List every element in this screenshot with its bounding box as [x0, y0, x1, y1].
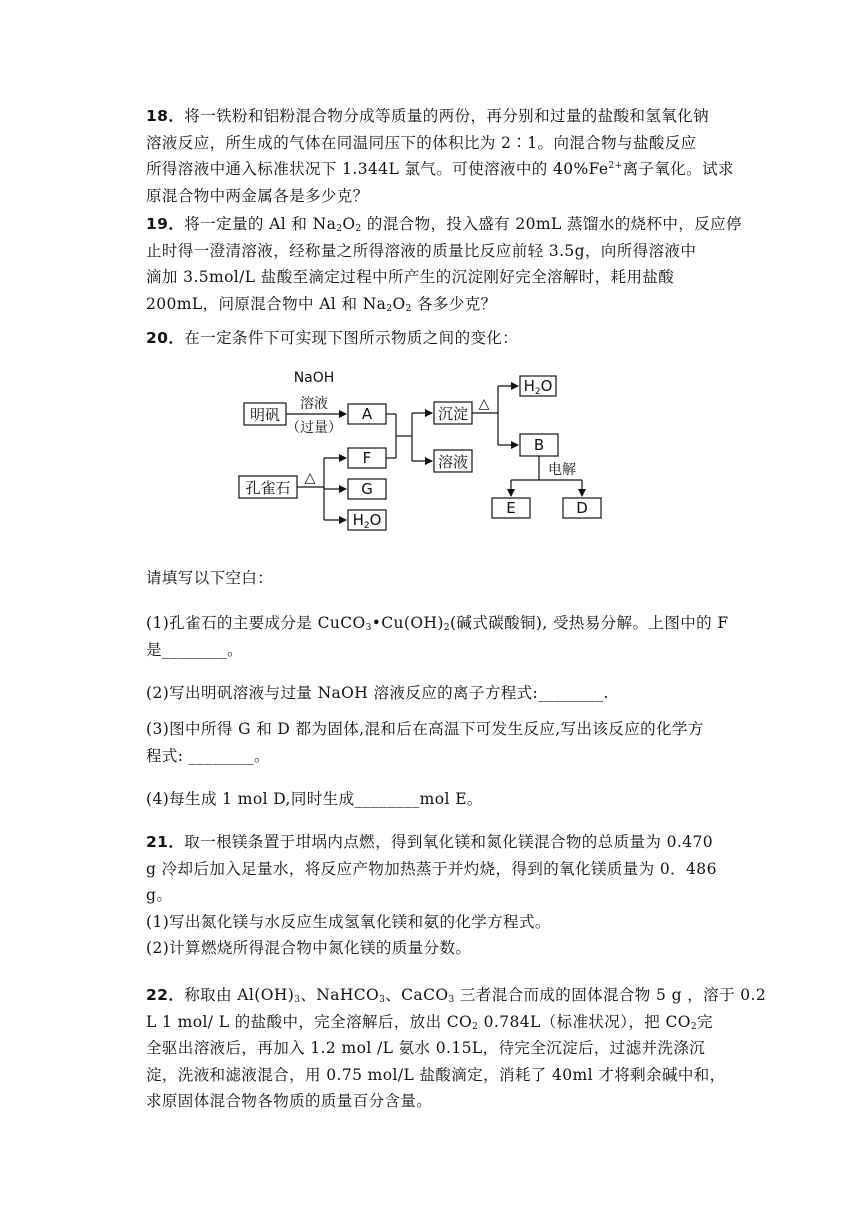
text-fragment: 完	[697, 1012, 713, 1031]
text-line: 程式: ________。	[146, 746, 270, 765]
text-fragment: O	[392, 294, 406, 313]
question-22	[146, 982, 767, 1115]
text-line: g 冷却后加入足量水，将反应产物加热蒸于并灼烧，得到的氧化镁质量为 0．486	[146, 859, 717, 878]
question-number: 19．	[146, 215, 185, 233]
text-fragment: 离子氧化。试求	[622, 160, 734, 178]
heat-symbol-malachite: △	[304, 470, 316, 486]
text-line: 止时得一澄清溶液，经称量之所得溶液的质量比反应前轻 3.5g，向所得溶液中	[146, 241, 697, 260]
question-number: 20．	[146, 329, 185, 347]
text-fragment: O	[342, 215, 356, 233]
text-fragment: •Cu(OH)	[371, 614, 444, 632]
excess-label: （过量）	[286, 420, 342, 436]
text-fragment: 将一定量的 Al 和 Na	[184, 215, 337, 233]
question-20-part-1	[146, 610, 746, 663]
text-line: (3)图中所得 G 和 D 都为固体,混和后在高温下可发生反应,写出该反应的化学方	[146, 720, 704, 738]
text-fragment: 称取由 Al(OH)	[184, 986, 295, 1004]
label-water-lower: $H_2O$	[352, 511, 382, 531]
text-line: 将一铁粉和铝粉混合物分成等质量的两份，再分别和过量的盐酸和氢氧化钠	[184, 107, 709, 125]
reaction-flow-diagram	[236, 368, 616, 538]
question-19	[146, 211, 746, 317]
label-g: G	[361, 480, 373, 498]
question-number: 18．	[146, 107, 185, 125]
naoh-label: NaOH	[293, 370, 335, 386]
fill-prompt	[146, 565, 746, 592]
text-line: (4)每生成 1 mol D,同时生成________mol E。	[146, 790, 483, 808]
label-b: B	[533, 436, 545, 454]
label-water-upper: $H_2O$	[523, 377, 553, 397]
text-line: 淀，洗液和滤液混合，用 0.75 mol/L 盐酸滴定，消耗了 40ml 才将剩余碱中和，	[146, 1065, 726, 1084]
label-d: D	[576, 499, 588, 517]
solution-box-label: 溶液	[437, 453, 469, 471]
text-fragment: 、CaCO	[385, 986, 449, 1004]
text-fragment: 所得溶液中通入标准状况下 1.344L 氯气。可使溶液中的 40%Fe	[146, 160, 609, 178]
precipitate-label: 沉淀	[437, 405, 469, 423]
text-line: (2)写出明矾溶液与过量 NaOH 溶液反应的离子方程式:________.	[146, 684, 609, 702]
subscript: 2	[690, 1021, 697, 1032]
text-fragment: 各多少克？	[411, 294, 497, 313]
text-line: 取一根镁条置于坩埚内点燃，得到氧化镁和氮化镁混合物的总质量为 0.470	[184, 833, 713, 851]
solution-label: 溶液	[300, 396, 328, 412]
subscript: 2	[405, 303, 412, 314]
subscript: 3	[379, 995, 386, 1005]
subscript: 2	[386, 303, 393, 314]
subscript: 2	[355, 224, 362, 234]
text-fragment: (1)孔雀石的主要成分是 CuCO	[146, 614, 366, 632]
text-fragment: 0.784L（标准状况），把 CO	[478, 1012, 691, 1031]
superscript: 2+	[608, 161, 623, 171]
text-fragment: 200mL，问原混合物中 Al 和 Na	[146, 294, 387, 313]
text-line: (1)写出氮化镁与水反应生成氢氧化镁和氨的化学方程式。	[146, 912, 551, 931]
question-20-part-4	[146, 786, 746, 813]
label-f: F	[362, 449, 372, 467]
text-line: g。	[146, 886, 173, 904]
malachite-label: 孔雀石	[245, 479, 291, 497]
subscript: 2	[336, 224, 343, 234]
question-20-part-2	[146, 680, 746, 707]
electrolysis-label: 电解	[548, 462, 576, 478]
subscript: 2	[443, 623, 450, 633]
text-line: 请填写以下空白：	[146, 569, 274, 587]
text-fragment: (碱式碳酸铜), 受热易分解。上图中的 F	[449, 614, 729, 632]
text-line: 全驱出溶液后，再加入 1.2 mol /L 氨水 0.15L，待完全沉淀后，过滤并洗涤沉	[146, 1039, 706, 1057]
label-e: E	[506, 499, 516, 517]
subscript: 3	[448, 995, 455, 1005]
text-line: 原混合物中两金属各是多少克？	[146, 186, 369, 205]
subscript: 2	[472, 1021, 479, 1032]
text-line: 滴加 3.5mol/L 盐酸至滴定过程中所产生的沉淀刚好完全溶解时，耗用盐酸	[146, 268, 675, 286]
question-18	[146, 103, 746, 209]
text-line: 求原固体混合物各物质的质量百分含量。	[146, 1092, 433, 1110]
text-fragment: 三者混合而成的固体混合物 5 g ，溶于 0.2	[454, 986, 767, 1004]
text-line: 是________。	[146, 640, 244, 659]
text-fragment: 的混合物，投入盛有 20mL 蒸馏水的烧杯中，反应停	[361, 215, 742, 233]
question-21	[146, 829, 746, 962]
question-20-part-3	[146, 716, 746, 769]
subscript: 3	[294, 995, 301, 1005]
question-number: 21．	[146, 833, 185, 851]
text-line: 溶液反应，所生成的气体在同温同压下的体积比为 2∶1。向混合物与盐酸反应	[146, 133, 697, 152]
text-line: 在一定条件下可实现下图所示物质之间的变化：	[184, 329, 519, 347]
text-fragment: L 1 mol/ L 的盐酸中，完全溶解后，放出 CO	[146, 1012, 473, 1031]
label-a: A	[361, 405, 373, 423]
question-number: 22．	[146, 986, 185, 1004]
text-fragment: 、NaHCO	[300, 986, 380, 1004]
question-20-intro	[146, 325, 746, 352]
heat-symbol-precipitate: △	[478, 396, 490, 412]
text-line: (2)计算燃烧所得混合物中氮化镁的质量分数。	[146, 939, 472, 957]
subscript: 3	[365, 623, 372, 633]
alum-label: 明矾	[249, 406, 281, 424]
